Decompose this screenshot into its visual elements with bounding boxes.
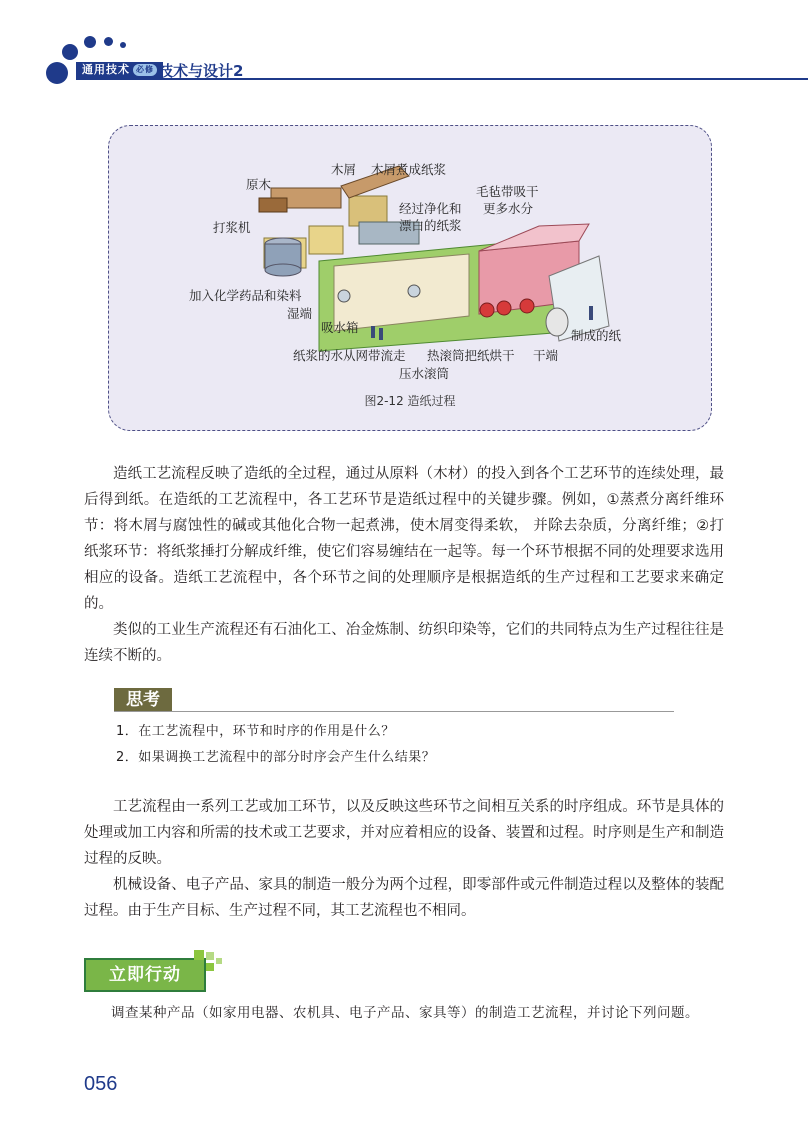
label-yuanmu: 原木: [246, 177, 272, 192]
decor-square: [206, 952, 214, 960]
paragraph: 造纸工艺流程反映了造纸的全过程，通过从原料（木材）的投入到各个工艺环节的连续处理，最后得到纸。在造纸的工艺流程中，各工艺环节是造纸过程中的关键步骤。例如，①蒸煮分离纤维环节：将木屑与腐蚀性的碱或其他化合物一起煮沸，使木屑变得柔软， 并除去杂质，分离纤维；②打纸浆环节：将纸浆捶打分解成纤维，使它们容易缠结在一起等。每一个环节根据不同的处理要求选用相应的设备。造纸工艺流程中，各个环节之间的处理顺序是根据造纸的生产过程和工艺要求来确定的。: [84, 466, 724, 612]
paragraph: 工艺流程由一系列工艺或加工环节，以及反映这些环节之间相互关系的时序组成。环节是具体的处理或加工内容和所需的技术或工艺要求，并对应着相应的设备、装置和过程。时序则是生产和制造过程的反映。: [84, 799, 724, 867]
paragraph: 机械设备、电子产品、家具的制造一般分为两个过程，即零部件或元件制造过程以及整体的装配过程。由于生产目标、生产过程不同，其工艺流程也不相同。: [84, 877, 724, 919]
paragraph: 类似的工业生产流程还有石油化工、冶金炼制、纺织印染等，它们的共同特点为生产过程往往是连续不断的。: [84, 622, 724, 664]
label-zhuchengzhijiang: 木屑煮成纸浆: [371, 162, 447, 177]
label-xishuixiang: 吸水箱: [321, 320, 359, 335]
paragraph: 调查某种产品（如家用电器、农机具、电子产品、家具等）的制造工艺流程，并讨论下列问题。: [111, 1005, 699, 1021]
action-text: [84, 1000, 724, 1026]
header-dot: [104, 37, 113, 46]
think-question-2: 2．如果调换工艺流程中的部分时序会产生什么结果？: [116, 750, 436, 765]
label-ganduan: 干端: [533, 348, 559, 363]
action-heading: 立即行动: [84, 958, 206, 992]
header-dot-large: [46, 62, 68, 84]
decor-square: [194, 950, 204, 960]
label-zhichengdezhi: 制成的纸: [571, 328, 622, 343]
label-muxie: 木屑: [331, 162, 357, 177]
think-heading: 思考: [114, 688, 172, 712]
page-header: [0, 0, 808, 90]
figure-caption: 图2-12 造纸过程: [364, 394, 456, 408]
required-badge: 必修: [133, 64, 157, 76]
book-title: 技术与设计2: [158, 62, 244, 80]
label-liuzou: 纸浆的水从网带流走: [293, 348, 406, 363]
label-jiaru: 加入化学药品和染料: [189, 288, 302, 303]
header-dot: [84, 36, 96, 48]
label-piaobai: 漂白的纸浆: [399, 218, 462, 233]
decor-square: [216, 958, 222, 964]
label-gengduoshuifen: 更多水分: [483, 201, 534, 216]
body-paragraphs-2: [84, 794, 724, 924]
decor-square: [206, 963, 214, 971]
body-paragraphs-1: [84, 461, 724, 669]
label-jingguo: 经过净化和: [399, 201, 462, 216]
label-regun: 热滚筒把纸烘干: [427, 348, 515, 363]
series-name: 通用技术: [82, 63, 130, 76]
label-maozhan: 毛毡带吸干: [476, 184, 539, 199]
header-dot-small: [120, 42, 126, 48]
header-dot: [62, 44, 78, 60]
label-shiduan: 湿端: [287, 306, 313, 321]
think-question-1: 1．在工艺流程中，环节和时序的作用是什么？: [116, 724, 395, 739]
label-dajiangji: 打浆机: [213, 220, 251, 235]
label-yashui: 压水滚筒: [399, 366, 450, 381]
figure-box: [108, 125, 712, 431]
series-tag: [76, 62, 163, 78]
think-rule: [114, 711, 674, 712]
page-number: 056: [84, 1073, 118, 1095]
papermaking-illustration: [109, 126, 711, 386]
